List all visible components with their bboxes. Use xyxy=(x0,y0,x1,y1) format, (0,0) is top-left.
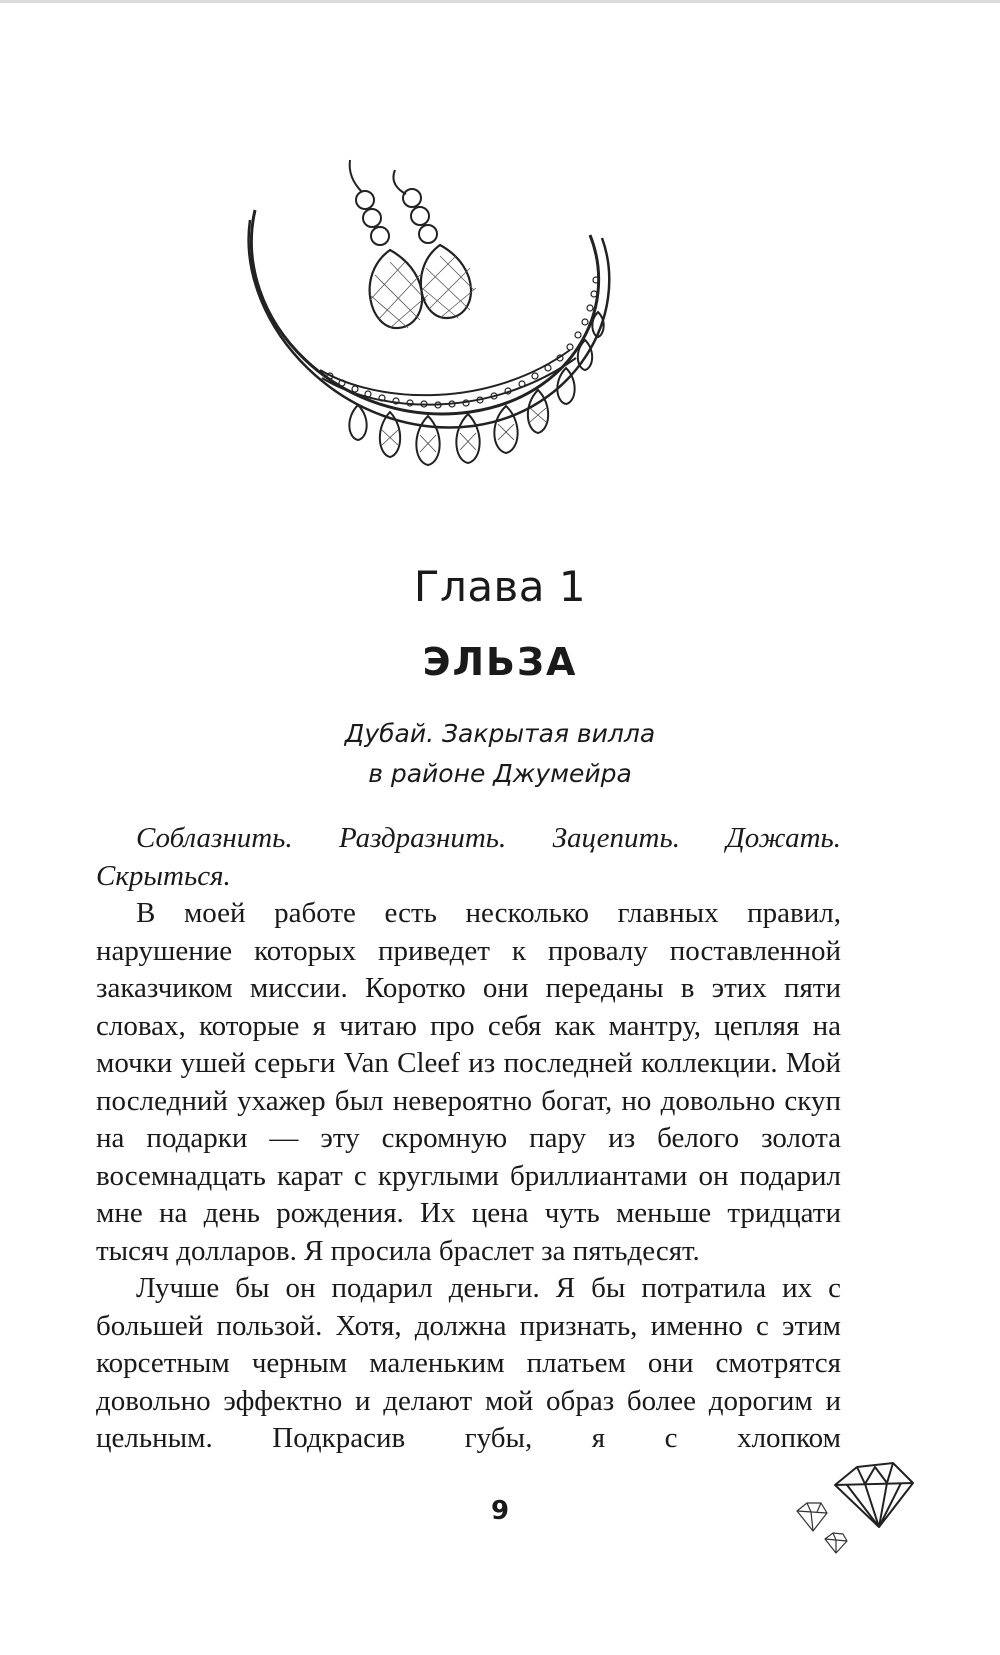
paragraph: Лучше бы он подарил деньги. Я бы потратила их с большей пользой. Хотя, должна признать, именно с этим корсетным черным маленьким платьем они смотрятся довольно эффектно и делают мой образ более дорогим и цельным. Подкрасив губы, я с хлопком xyxy=(96,1272,841,1454)
body-text xyxy=(96,820,841,1458)
paragraph: В моей работе есть несколько главных правил, нарушение которых приведет к провалу поставленной заказчиком миссии. Коротко они переданы в этих пяти словах, которые я читаю про себя как мантру, цепляя на мочки ушей серьги Van Cleef из последней коллекции. Мой последний ухажер был невероятно богат, но довольно скуп на подарки — эту скромную пару из белого золота восемнадцать карат с круглыми бриллиантами он подарил мне на день рождения. Их цена чуть меньше тридцати тысяч долларов. Я просила браслет за пятьдесят. xyxy=(96,897,841,1267)
necklace-earrings-illustration xyxy=(230,150,690,510)
location-line-2: в районе Джумейра xyxy=(368,759,632,788)
diamonds-illustration xyxy=(795,1455,915,1565)
epigraph: Соблазнить. Раздразнить. Зацепить. Дожать. Скрыться. xyxy=(96,822,841,892)
chapter-title: ЭЛЬЗА xyxy=(422,640,578,684)
chapter-location xyxy=(0,714,1000,794)
chapter-number: Глава 1 xyxy=(413,562,587,611)
page-number: 9 xyxy=(490,1496,510,1526)
location-line-1: Дубай. Закрытая вилла xyxy=(344,719,656,748)
